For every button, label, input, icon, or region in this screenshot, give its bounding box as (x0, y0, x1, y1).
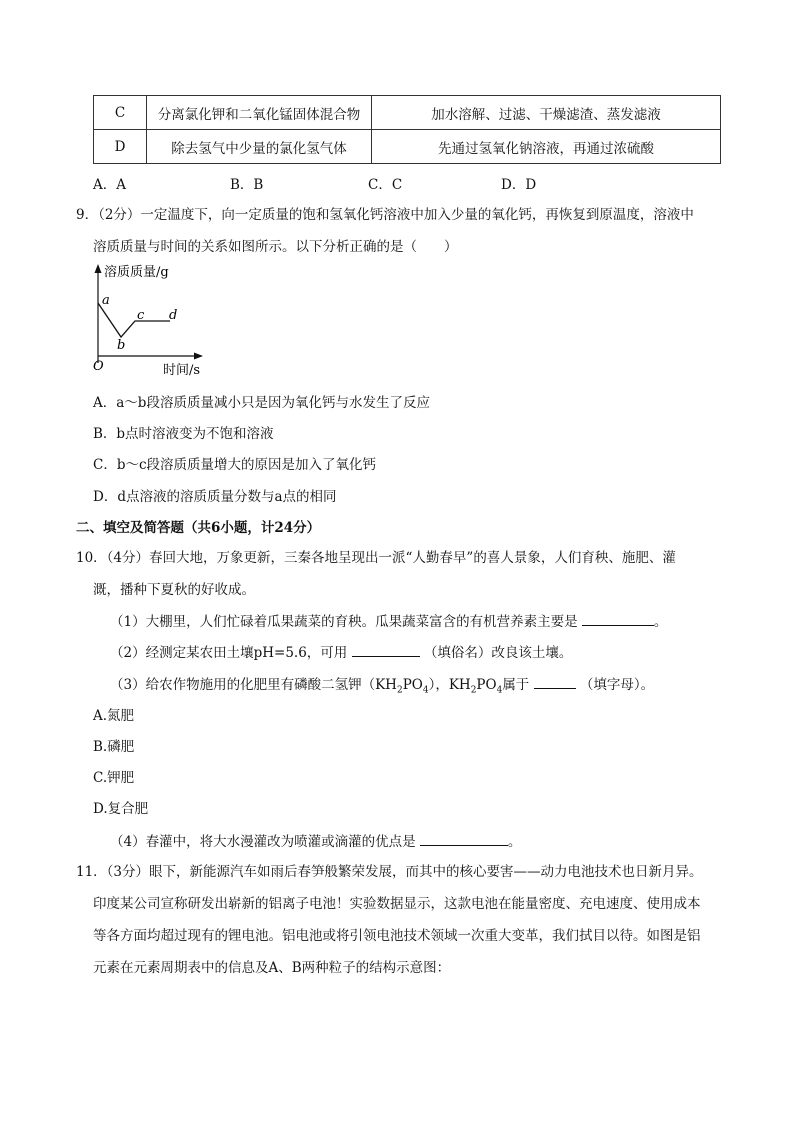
fertilizer-choice-b[interactable]: B.磷肥 (93, 739, 135, 755)
point-d-label: d (169, 308, 178, 323)
choice-a[interactable]: A．A (93, 177, 126, 193)
table-row (94, 130, 721, 164)
choice-c[interactable]: C．C (368, 177, 403, 193)
row-label: C (94, 96, 147, 130)
q9-stem-line2: 溶质质量与时间的关系如图所示。以下分析正确的是（ ） (93, 239, 458, 255)
q10-sub2-text-end: （填俗名）改良该土壤。 (423, 645, 573, 661)
solute-mass-graph (85, 260, 220, 380)
q11-line3: 等各方面均超过现有的锂电池。铝电池或将引领电池技术领域一次重大变革，我们拭目以待。如图是铝 (93, 928, 701, 944)
fertilizer-choice-c[interactable]: C.钾肥 (93, 770, 135, 786)
q11-line2: 印度某公司宣称研发出崭新的铝离子电池！实验数据显示，这款电池在能量密度、充电速度、使用成本 (93, 896, 701, 912)
point-b-label: b (117, 338, 126, 353)
q10-sub3-text: （3）给农作物施用的化肥里有磷酸二氢钾（KH (110, 677, 397, 693)
q9-option-b[interactable]: B．b点时溶液变为不饱和溶液 (93, 426, 274, 442)
options-table (93, 95, 721, 164)
q9-option-c[interactable]: C．b～c段溶质质量增大的原因是加入了氧化钙 (93, 457, 377, 473)
row-goal: 除去氢气中少量的氯化氢气体 (147, 130, 372, 164)
fertilizer-choice-a[interactable]: A.氮肥 (93, 708, 135, 724)
row-method: 加水溶解、过滤、干燥滤渣、蒸发滤液 (372, 96, 721, 130)
answer-blank[interactable] (582, 613, 654, 626)
point-a-label: a (102, 293, 110, 308)
subscript: 4 (422, 685, 429, 696)
subscript: 2 (470, 685, 477, 696)
choice-b[interactable]: B．B (230, 177, 264, 193)
answer-blank[interactable] (534, 676, 576, 689)
answer-blank[interactable] (420, 833, 508, 846)
graph-origin: O (93, 359, 104, 374)
subscript: 4 (496, 685, 503, 696)
q10-sub4-end: 。 (507, 834, 522, 850)
row-label: D (94, 130, 147, 164)
table-row (94, 96, 721, 130)
choice-d[interactable]: D．D (501, 177, 537, 193)
q10-sub3-text-end: （填字母）。 (579, 677, 655, 693)
q10-sub1 (110, 610, 667, 630)
section-title: 二、填空及简答题（共6小题，计24分） (76, 520, 321, 536)
q9-option-d[interactable]: D．d点溶液的溶质质量分数与a点的相同 (93, 489, 337, 505)
q10-stem-line1: 10．（4分）春回大地，万象更新，三秦各地呈现出一派“人勤春早”的喜人景象，人们育秧、施肥、灌 (76, 550, 676, 566)
q10-sub1-text: （1）大棚里，人们忙碌着瓜果蔬菜的育秧。瓜果蔬菜富含的有机营养素主要是 (110, 614, 578, 630)
q10-stem-line2: 溉，播种下夏秋的好收成。 (93, 582, 255, 598)
q10-sub4 (110, 830, 521, 850)
q10-sub2-text: （2）经测定某农田土壤pH=5.6，可用 (110, 645, 348, 661)
q10-sub3 (110, 673, 654, 696)
q9-stem-line1: 9．（2分）一定温度下，向一定质量的饱和氢氧化钙溶液中加入少量的氧化钙，再恢复到原温度，溶液中 (76, 207, 694, 223)
graph-xlabel: 时间/s (163, 363, 201, 378)
row-goal: 分离氯化钾和二氧化锰固体混合物 (147, 96, 372, 130)
q11-line1: 11．（3分）眼下，新能源汽车如雨后春笋般繁荣发展，而其中的核心要害——动力电池技术也日新月异。 (76, 864, 703, 880)
q10-sub1-end: 。 (653, 614, 668, 630)
q10-sub3-text: ），KH (428, 677, 471, 693)
row-method: 先通过氢氧化钠溶液，再通过浓硫酸 (372, 130, 721, 164)
q10-sub3-text: PO (402, 677, 423, 693)
graph-ylabel: 溶质质量/g (104, 265, 169, 280)
subscript: 2 (396, 685, 403, 696)
point-c-label: c (137, 308, 145, 323)
q11-line4: 元素在元素周期表中的信息及A、B两种粒子的结构示意图： (93, 960, 451, 976)
q10-sub4-text: （4）春灌中，将大水漫灌改为喷灌或滴灌的优点是 (110, 834, 416, 850)
q10-sub3-text: 属于 (502, 677, 530, 693)
q10-sub3-text: PO (476, 677, 497, 693)
q10-sub2 (110, 641, 572, 661)
answer-blank[interactable] (352, 644, 420, 657)
q9-option-a[interactable]: A．a～b段溶质质量减小只是因为氧化钙与水发生了反应 (93, 395, 430, 411)
fertilizer-choice-d[interactable]: D.复合肥 (93, 801, 149, 817)
